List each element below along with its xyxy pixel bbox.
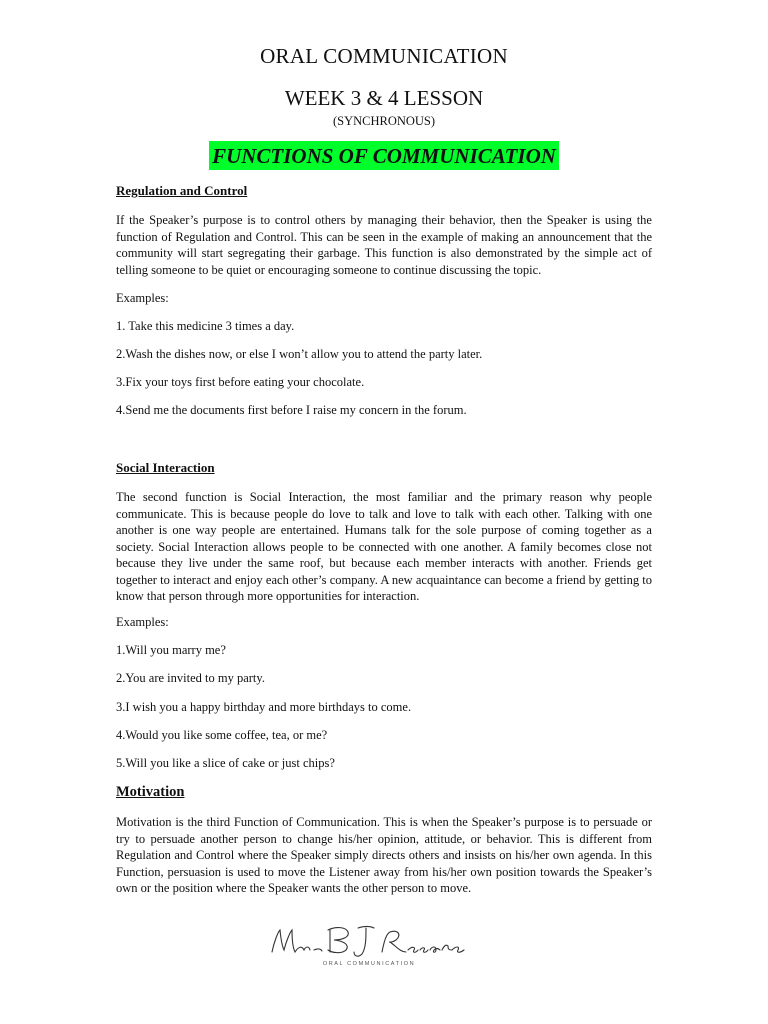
social-paragraph: The second function is Social Interaction, the most familiar and the primary reason why people communicate. This is because people do love to talk and love to talk with each other. Talking with one another is one way people are entertained. Humans talk for the sole purpose of coming together as a society. Social Interaction allows people to be connected with one another. A family becomes close not because they live under the same roof, but because each member interacts with another. Friends get together to interact and enjoy each other’s company. A new acquaintance can become a friend by getting to know that person through more opportunities for interaction. bbox=[116, 490, 652, 603]
social-heading-block bbox=[116, 460, 652, 477]
list-item bbox=[116, 346, 652, 363]
regulation-paragraph: If the Speaker’s purpose is to control others by managing their behavior, then the Speaker is using the function of Regulation and Control. This can be seen in the example of making an announcement that the community will start segregating their garbage. This function is also demonstrated by the simple act of telling someone to be quiet or encouraging someone to continue discussing the topic. bbox=[116, 213, 652, 277]
regulation-example-3: 3.Fix your toys first before eating your chocolate. bbox=[116, 375, 365, 389]
social-heading: Social Interaction bbox=[116, 460, 215, 475]
social-example-5: 5.Will you like a slice of cake or just chips? bbox=[116, 756, 335, 770]
regulation-example-4: 4.Send me the documents first before I raise my concern in the forum. bbox=[116, 403, 467, 417]
social-paragraph-block bbox=[116, 489, 652, 605]
regulation-heading: Regulation and Control bbox=[116, 183, 248, 198]
social-examples-label-block bbox=[116, 614, 652, 631]
social-example-2: 2.You are invited to my party. bbox=[116, 671, 265, 685]
regulation-examples-label-block bbox=[116, 290, 652, 307]
motivation-paragraph-block bbox=[116, 814, 652, 897]
list-item bbox=[116, 727, 652, 744]
list-item bbox=[116, 699, 652, 716]
list-item bbox=[116, 670, 652, 687]
lesson-title: WEEK 3 & 4 LESSON bbox=[284, 86, 484, 110]
section-banner: FUNCTIONS OF COMMUNICATION bbox=[209, 141, 559, 170]
social-example-4: 4.Would you like some coffee, tea, or me? bbox=[116, 728, 328, 742]
banner-container bbox=[0, 141, 768, 170]
regulation-example-1: 1. Take this medicine 3 times a day. bbox=[116, 319, 295, 333]
motivation-heading: Motivation bbox=[116, 784, 185, 800]
motivation-paragraph: Motivation is the third Function of Communication. This is when the Speaker’s purpose is to persuade or try to persuade another person to change his/her opinion, attitude, or behavior. This is different from Regulation and Control where the Speaker simply directs others and insists on his/her own agenda. In this Function, persuasion is used to move the Listener away from his/her own position towards the Speaker’s own or the position where the Speaker wants the other person to move. bbox=[116, 815, 652, 895]
regulation-example-2: 2.Wash the dishes now, or else I won’t allow you to attend the party later. bbox=[116, 347, 483, 361]
list-item bbox=[116, 642, 652, 659]
list-item bbox=[116, 402, 652, 419]
signature-logo bbox=[266, 920, 472, 972]
social-example-1: 1.Will you marry me? bbox=[116, 643, 226, 657]
signature-subtitle: ORAL COMMUNICATION bbox=[322, 961, 416, 967]
regulation-paragraph-block bbox=[116, 212, 652, 278]
regulation-examples-label: Examples: bbox=[116, 291, 169, 305]
lesson-mode: (SYNCHRONOUS) bbox=[332, 114, 436, 128]
list-item bbox=[116, 318, 652, 335]
handwritten-signature bbox=[272, 927, 464, 957]
document-title: ORAL COMMUNICATION bbox=[260, 44, 508, 68]
motivation-heading-block bbox=[116, 784, 652, 801]
list-item bbox=[116, 755, 652, 772]
social-example-3: 3.I wish you a happy birthday and more birthdays to come. bbox=[116, 700, 412, 714]
regulation-heading-block bbox=[116, 183, 652, 200]
list-item bbox=[116, 374, 652, 391]
social-examples-label: Examples: bbox=[116, 615, 169, 629]
